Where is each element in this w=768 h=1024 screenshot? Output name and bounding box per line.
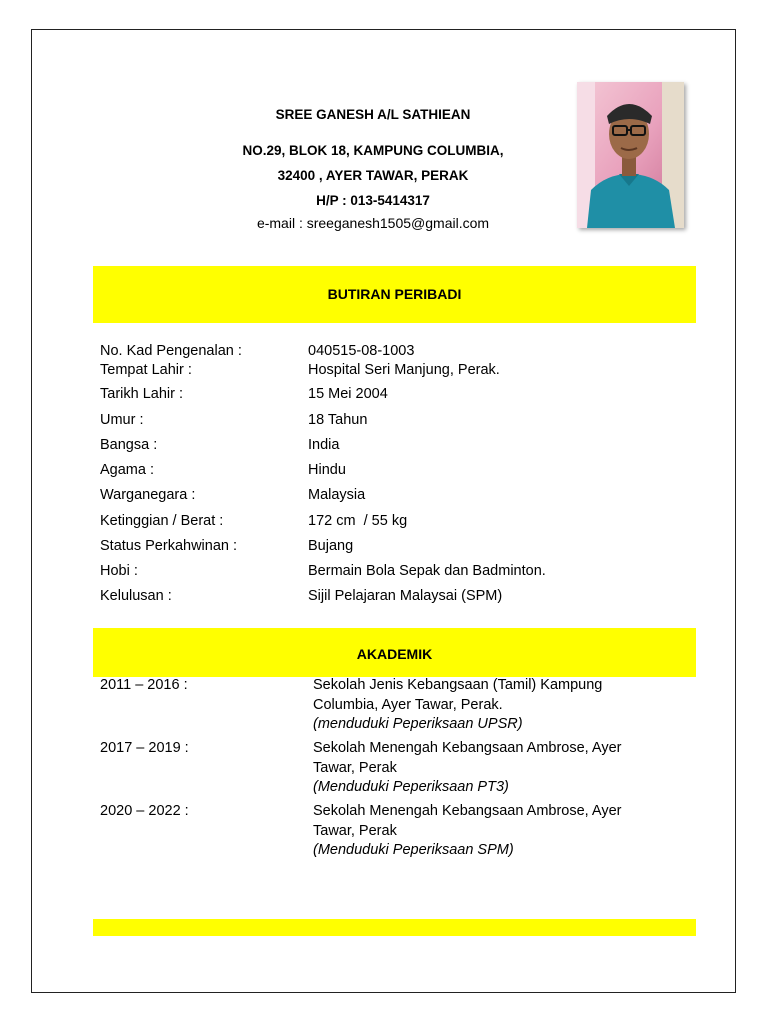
- value-age: 18 Tahun: [308, 412, 368, 428]
- exam-note: (menduduki Peperiksaan UPSR): [313, 716, 523, 732]
- personal-details-band: [93, 266, 696, 323]
- academic-school: [313, 739, 663, 798]
- value-birthplace: Hospital Seri Manjung, Perak.: [308, 362, 500, 378]
- academic-school: [313, 676, 663, 735]
- value-height-weight: 172 cm / 55 kg: [308, 513, 408, 529]
- label-age: Umur :: [100, 412, 144, 428]
- label-marital-status: Status Perkahwinan :: [100, 538, 238, 554]
- address-line-1: NO.29, BLOK 18, KAMPUNG COLUMBIA,: [242, 143, 504, 158]
- school-name: Sekolah Menengah Kebangsaan Ambrose, Ayer Tawar, Perak: [313, 803, 622, 839]
- value-qualification: Sijil Pelajaran Malaysai (SPM): [308, 588, 503, 604]
- label-height-weight: Ketinggian / Berat :: [100, 513, 224, 529]
- personal-details-heading: BUTIRAN PERIBADI: [327, 286, 462, 302]
- phone-number: H/P : 013-5414317: [316, 193, 430, 208]
- label-qualification: Kelulusan :: [100, 588, 172, 604]
- academic-band: [93, 628, 696, 677]
- email-address: e-mail : sreeganesh1505@gmail.com: [256, 215, 490, 231]
- label-hobby: Hobi :: [100, 563, 138, 579]
- value-marital-status: Bujang: [308, 538, 354, 554]
- value-religion: Hindu: [308, 462, 346, 478]
- label-birth-date: Tarikh Lahir :: [100, 386, 184, 402]
- label-citizenship: Warganegara :: [100, 487, 196, 503]
- label-religion: Agama :: [100, 462, 154, 478]
- value-birth-date: 15 Mei 2004: [308, 386, 388, 402]
- academic-heading: AKADEMIK: [356, 646, 433, 662]
- profile-photo: [577, 82, 684, 228]
- value-hobby: Bermain Bola Sepak dan Badminton.: [308, 563, 546, 579]
- applicant-name: SREE GANESH A/L SATHIEAN: [275, 107, 471, 122]
- academic-period: 2011 – 2016 :: [100, 677, 188, 693]
- academic-period: 2017 – 2019 :: [100, 740, 189, 756]
- label-ic-number: No. Kad Pengenalan :: [100, 343, 242, 359]
- value-citizenship: Malaysia: [308, 487, 366, 503]
- label-race: Bangsa :: [100, 437, 158, 453]
- academic-school: [313, 802, 663, 861]
- value-ic-number: 040515-08-1003: [308, 343, 415, 359]
- value-race: India: [308, 437, 340, 453]
- label-birthplace: Tempat Lahir :: [100, 362, 192, 378]
- school-name: Sekolah Jenis Kebangsaan (Tamil) Kampung Columbia, Ayer Tawar, Perak.: [313, 677, 603, 713]
- profile-photo-icon: [577, 82, 684, 228]
- academic-period: 2020 – 2022 :: [100, 803, 189, 819]
- address-line-2: 32400 , AYER TAWAR, PERAK: [277, 168, 469, 183]
- school-name: Sekolah Menengah Kebangsaan Ambrose, Ayer Tawar, Perak: [313, 740, 622, 776]
- exam-note: (Menduduki Peperiksaan SPM): [313, 842, 514, 858]
- exam-note: (Menduduki Peperiksaan PT3): [313, 779, 509, 795]
- footer-band: [93, 919, 696, 936]
